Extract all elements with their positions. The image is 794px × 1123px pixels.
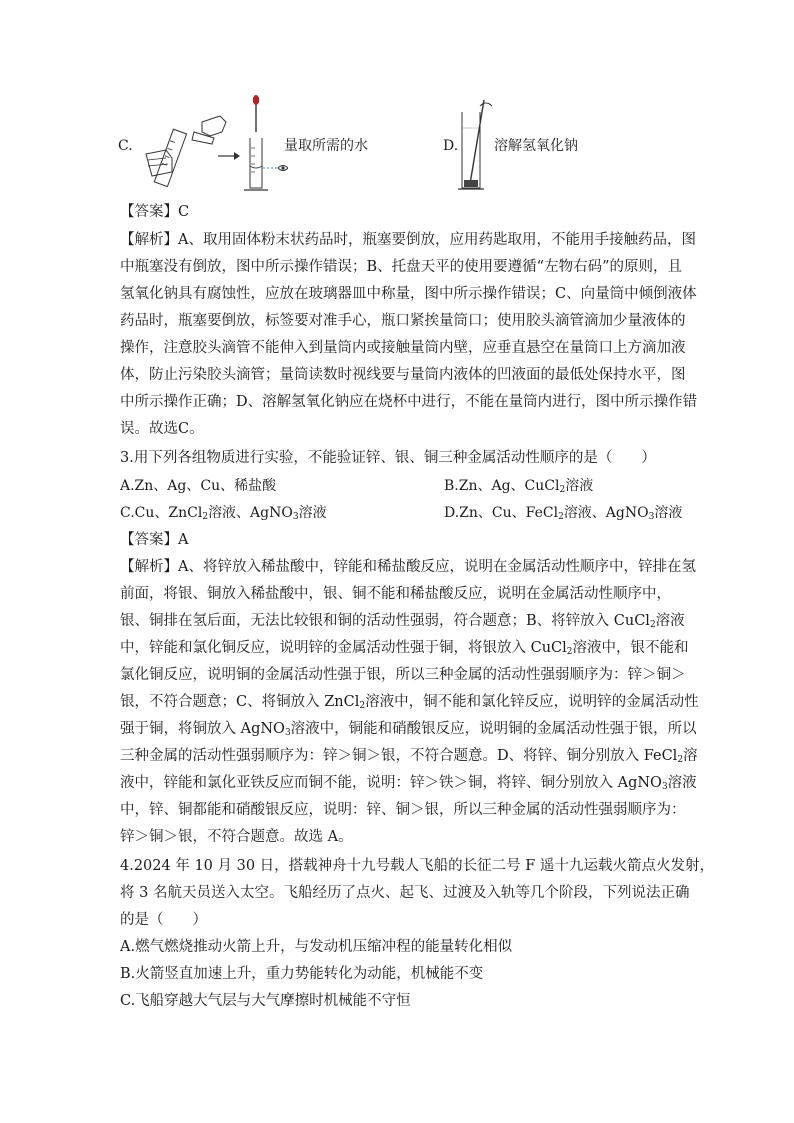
option-d-caption: 溶解氢氧化钠 — [494, 138, 578, 154]
q4-stem-line: 将 3 名航天员送入太空。飞船经历了点火、起飞、过渡及入轨等几个阶段，下列说法正确 — [120, 885, 690, 901]
q3-option-a: A.Zn、Ag、Cu、稀盐酸 — [120, 478, 277, 494]
pouring-and-dropper-illustration — [132, 92, 288, 196]
solid-sample — [464, 180, 478, 187]
hand-holding-cylinder — [146, 150, 172, 176]
q3-analysis-line: 前面，将银、铜放入稀盐酸中，银、铜不能和稀盐酸反应，说明在金属活动性顺序中， — [120, 586, 671, 602]
graduated-cylinder — [250, 138, 262, 188]
q3-analysis-line: 三种金属的活动性强弱顺序为：锌＞铜＞银，不符合题意。D、将锌、铜分别放入 FeCl$_2$溶 — [120, 748, 698, 765]
q2-answer: 【答案】C — [120, 204, 190, 220]
q2-analysis-line: 误。故选C。 — [120, 421, 204, 437]
q4-option-b: B.火箭竖直加速上升，重力势能转化为动能，机械能不变 — [120, 966, 484, 982]
dropper-bulb — [253, 95, 259, 105]
q3-analysis-line: 【解析】A、将锌放入稀盐酸中，锌能和稀盐酸反应，说明在金属活动性顺序中，锌排在氢 — [120, 559, 696, 575]
q2-analysis-line: 氢氧化钠具有腐蚀性，应放在玻璃器皿中称量，图中所示操作错误；C、向量筒中倾倒液体 — [120, 286, 697, 302]
q3-option-c: C.Cu、ZnCl$_2$溶液、AgNO$_3$溶液 — [120, 505, 327, 522]
q3-analysis-line: 中，锌、铜都能和硝酸银反应，说明：锌、铜＞银，所以三种金属的活动性强弱顺序为： — [120, 802, 686, 818]
q4-stem-line: 4.2024 年 10 月 30 日，搭载神舟十九号载人飞船的长征二号 F 遥十九运载火箭点火发射， — [120, 858, 714, 874]
q3-analysis-line: 银，不符合题意；C、将铜放入 ZnCl$_2$溶液中，铜不能和氯化锌反应，说明锌的金属活动性 — [120, 694, 699, 711]
q3-analysis-line: 液中，锌能和氯化亚铁反应而铜不能，说明：锌＞铁＞铜，将锌、铜分别放入 AgNO$_3$溶液 — [120, 775, 697, 792]
q2-analysis-line: 中所示操作正确；D、溶解氢氧化钠应在烧杯中进行，不能在量筒内进行，图中所示操作错 — [120, 394, 698, 410]
arrow-head-icon — [234, 152, 240, 160]
q2-analysis-line: 【解析】A、取用固体粉末状药品时，瓶塞要倒放，应用药匙取用，不能用手接触药品，图 — [120, 232, 696, 248]
q3-answer: 【答案】A — [120, 532, 189, 548]
option-d-letter: D. — [443, 138, 459, 154]
liquid-meniscus — [250, 166, 262, 168]
glass-rod — [470, 100, 484, 184]
option-c-caption: 量取所需的水 — [284, 138, 368, 154]
stir-arrow-icon — [480, 103, 492, 106]
q3-analysis-line: 中，锌能和氯化铜反应，说明锌的金属活动性强于铜，将银放入 CuCl$_2$溶液中，银不能和 — [120, 640, 689, 657]
q2-analysis-line: 药品时，瓶塞要倒放，标签要对准手心，瓶口紧挨量筒口；使用胶头滴管滴加少量液体的 — [120, 313, 686, 329]
q4-stem-line: 的是（ ） — [120, 912, 207, 928]
q3-analysis-line: 银、铜排在氢后面，无法比较银和铜的活动性强弱，符合题意；B、将锌放入 CuCl$_2$溶液 — [120, 613, 685, 630]
q2-analysis-line: 操作，注意胶头滴管不能伸入到量筒内或接触量筒内壁，应垂直悬空在量筒口上方滴加液 — [120, 340, 686, 356]
q2-analysis-line: 中瓶塞没有倒放，图中所示操作错误；B、托盘天平的使用要遵循“左物右码”的原则，且 — [120, 259, 682, 275]
q3-option-d: D.Zn、Cu、FeCl$_2$溶液、AgNO$_3$溶液 — [444, 505, 683, 522]
tilted-cylinder — [154, 129, 186, 186]
q3-analysis-line: 氯化铜反应，说明铜的金属活动性强于银，所以三种金属的活动性强弱顺序为：锌＞铜＞ — [120, 667, 686, 683]
figure-options-row — [118, 92, 678, 200]
dissolving-in-cylinder-illustration — [458, 98, 494, 192]
q4-option-c: C.飞船穿越大气层与大气摩擦时机械能不守恒 — [120, 993, 411, 1009]
q3-option-b: B.Zn、Ag、CuCl$_2$溶液 — [444, 478, 594, 495]
q3-analysis-line: 强于铜，将铜放入 AgNO$_3$溶液中，铜能和硝酸银反应，说明铜的金属活动性强于银，所以 — [120, 721, 697, 738]
q2-analysis-line: 体，防止污染胶头滴管；量筒读数时视线要与量筒内液体的凹液面的最低处保持水平，图 — [120, 367, 686, 383]
option-c-letter: C. — [118, 138, 133, 154]
hand-bottle-shape — [202, 116, 226, 136]
q4-option-a: A.燃气燃烧推动火箭上升，与发动机压缩冲程的能量转化相似 — [120, 939, 513, 955]
bottle-mouth-shape — [192, 132, 214, 144]
q3-stem: 3.用下列各组物质进行实验，不能验证锌、银、铜三种金属活动性顺序的是（ ） — [120, 450, 656, 466]
q3-analysis-line: 锌＞铜＞银，不符合题意。故选 A。 — [120, 829, 353, 845]
